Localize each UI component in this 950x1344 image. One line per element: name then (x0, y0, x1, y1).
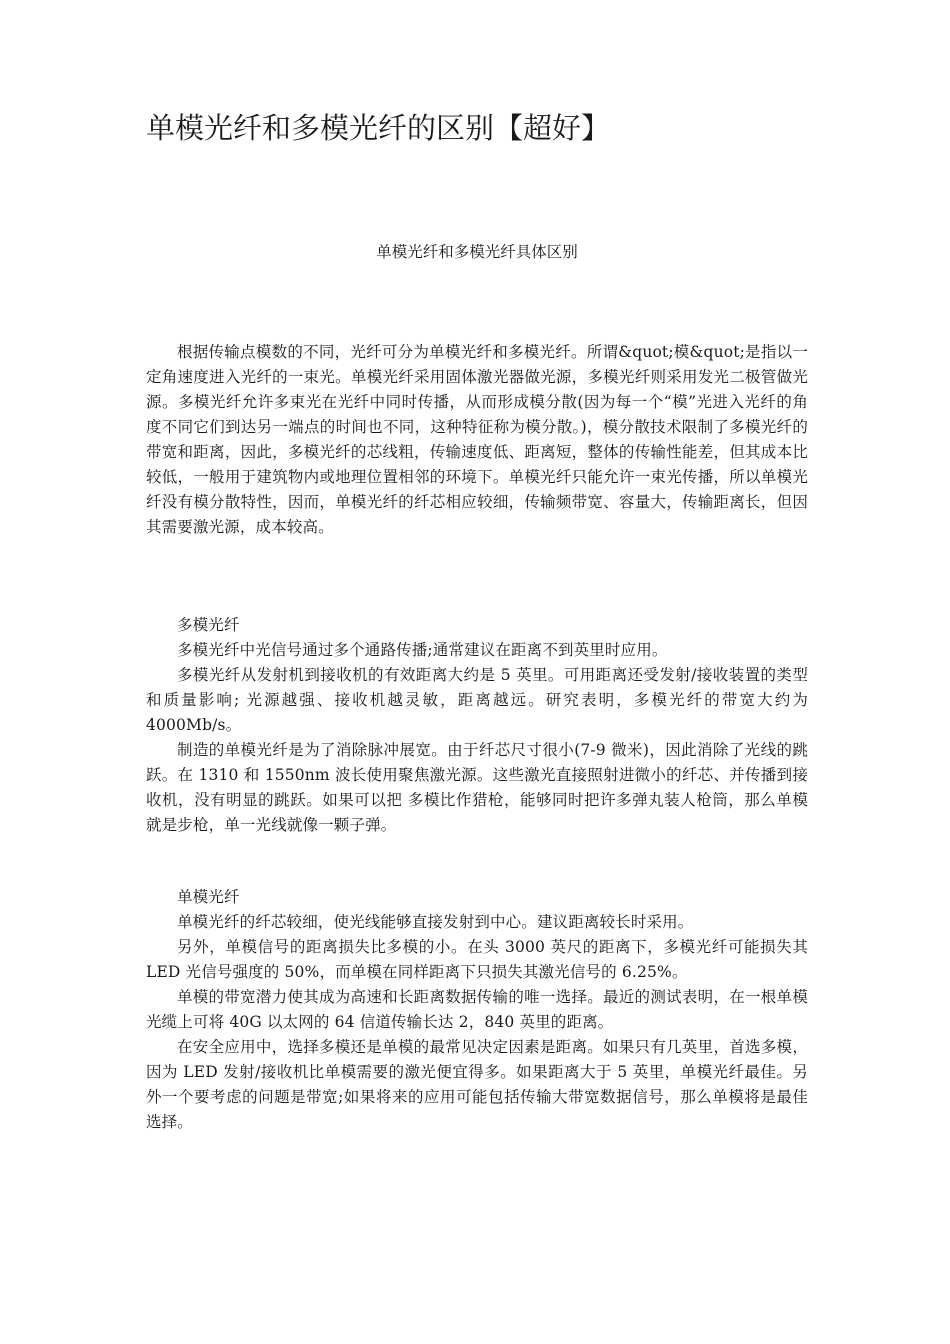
multimode-heading: 多模光纤 (177, 616, 240, 634)
singlemode-paragraph: 另外，单模信号的距离损失比多模的小。在头 3000 英尺的距离下，多模光纤可能损失其 LED 光信号强度的 50%，而单模在同样距离下只损失其激光信号的 6.25%。 (146, 938, 808, 981)
multimode-section (146, 613, 808, 838)
multimode-paragraph: 制造的单模光纤是为了消除脉冲展宽。由于纤芯尺寸很小(7-9 微米)，因此消除了光线的跳跃。在 1310 和 1550nm 波长使用聚焦激光源。这些激光直接照射进微小的纤芯、并传播到接收机，没有明显的跳跃。如果可以把 多模比作猎枪，能够同时把许多弹丸装人枪筒，那么单模就是步枪，单一光线就像一颗子弹。 (146, 741, 808, 834)
document-title: 单模光纤和多模光纤的区别【超好】 (146, 111, 611, 145)
singlemode-section (146, 885, 808, 1135)
document-subtitle: 单模光纤和多模光纤具体区别 (376, 243, 578, 261)
multimode-paragraph: 多模光纤从发射机到接收机的有效距离大约是 5 英里。可用距离还受发射/接收装置的类型和质量影响; 光源越强、接收机越灵敏，距离越远。研究表明，多模光纤的带宽大约为 4000Mb/s。 (146, 666, 808, 734)
intro-paragraph: 根据传输点模数的不同，光纤可分为单模光纤和多模光纤。所谓&quot;模&quot;是指以一定角速度进入光纤的一束光。单模光纤采用固体激光器做光源，多模光纤则采用发光二极管做光源。多模光纤允许多束光在光纤中同时传播，从而形成模分散(因为每一个“模”光进入光纤的角度不同它们到达另一端点的时间也不同，这种特征称为模分散。)，模分散技术限制了多模光纤的带宽和距离，因此，多模光纤的芯线粗，传输速度低、距离短，整体的传输性能差，但其成本比较低，一般用于建筑物内或地理位置相邻的环境下。单模光纤只能允许一束光传播，所以单模光纤没有模分散特性，因而，单模光纤的纤芯相应较细，传输频带宽、容量大，传输距离长，但因其需要激光源，成本较高。 (146, 343, 808, 536)
intro-section (146, 340, 808, 540)
singlemode-paragraph: 单模光纤的纤芯较细，使光线能够直接发射到中心。建议距离较长时采用。 (177, 913, 694, 931)
singlemode-paragraph: 在安全应用中，选择多模还是单模的最常见决定因素是距离。如果只有几英里，首选多模，因为 LED 发射/接收机比单模需要的激光便宜得多。如果距离大于 5 英里，单模光纤最佳。另外一个要考虑的问题是带宽;如果将来的应用可能包括传输大带宽数据信号，那么单模将是最佳选择。 (146, 1038, 808, 1131)
singlemode-paragraph: 单模的带宽潜力使其成为高速和长距离数据传输的唯一选择。最近的测试表明，在一根单模光缆上可将 40G 以太网的 64 信道传输长达 2，840 英里的距离。 (146, 988, 808, 1031)
multimode-paragraph: 多模光纤中光信号通过多个通路传播;通常建议在距离不到英里时应用。 (177, 641, 668, 659)
singlemode-heading: 单模光纤 (177, 888, 240, 906)
